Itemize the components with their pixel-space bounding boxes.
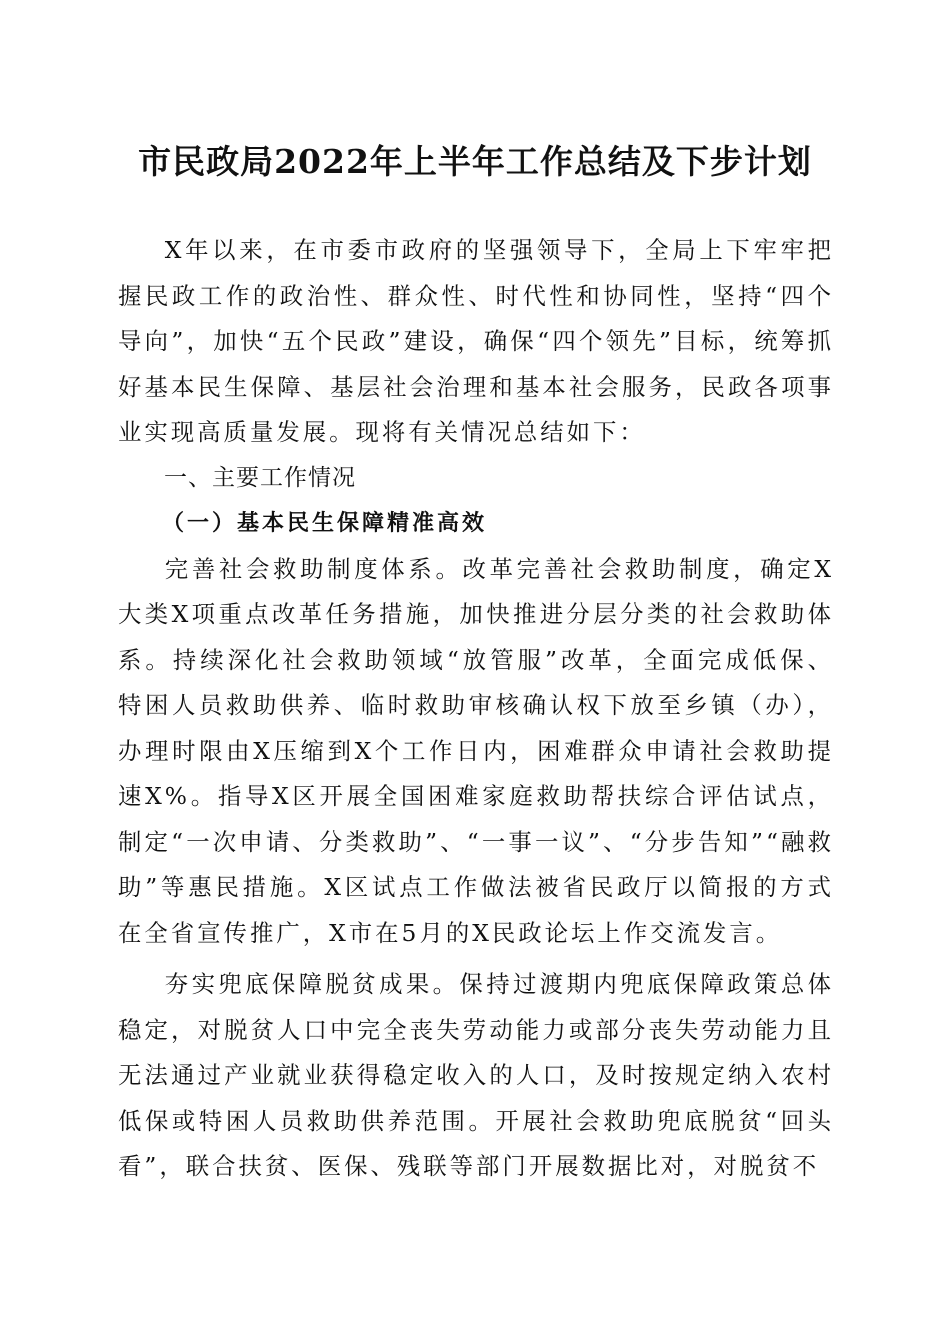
subsection-heading-livelihood: （一）基本民生保障精准高效: [162, 510, 488, 536]
section-heading-main-work: 一、主要工作情况: [164, 464, 356, 491]
document-body: [118, 228, 834, 1190]
document-title: 市民政局2022年上半年工作总结及下步计划: [138, 142, 812, 181]
paragraph-social-assistance: 完善社会救助制度体系。改革完善社会救助制度，确定X大类X项重点改革任务措施，加快推进分层分类的社会救助体系。持续深化社会救助领域“放管服”改革，全面完成低保、特困人员救助供养、临时救助审核确认权下放至乡镇（办），办理时限由X压缩到X个工作日内，困难群众申请社会救助提速X%。指导X区开展全国困难家庭救助帮扶综合评估试点，制定“一次申请、分类救助”、“一事一议”、“分步告知”“融救助”等惠民措施。X区试点工作做法被省民政厅以简报的方式在全省宣传推广，X市在5月的X民政论坛上作交流发言。: [118, 554, 834, 947]
paragraph-poverty-safeguard: 夯实兜底保障脱贫成果。保持过渡期内兜底保障政策总体稳定，对脱贫人口中完全丧失劳动能力或部分丧失劳动能力且无法通过产业就业获得稳定收入的人口，及时按规定纳入农村低保或特困人员救助供养范围。开展社会救助兜底脱贫“回头看”，联合扶贫、医保、残联等部门开展数据比对，对脱贫不: [118, 970, 834, 1180]
intro-paragraph: X年以来，在市委市政府的坚强领导下，全局上下牢牢把握民政工作的政治性、群众性、时代性和协同性，坚持“四个导向”，加快“五个民政”建设，确保“四个领先”目标，统筹抓好基本民生保障、基层社会治理和基本社会服务，民政各项事业实现高质量发展。现将有关情况总结如下：: [118, 236, 834, 446]
